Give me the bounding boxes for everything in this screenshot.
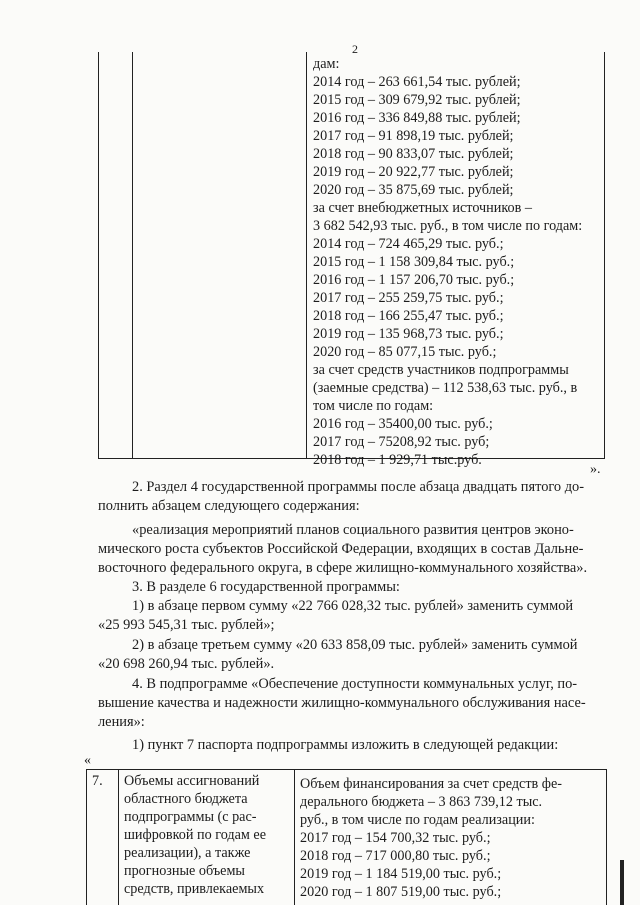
row-value-line: Объем финансирования за счет средств фе-: [300, 776, 562, 792]
row-value-line: 2018 год – 717 000,80 тыс. руб.;: [300, 848, 491, 864]
paragraph-line: 3. В разделе 6 государственной программы:: [132, 579, 400, 595]
row-value-line: дерального бюджета – 3 863 739,12 тыс.: [300, 794, 543, 810]
table2-border-right: [606, 769, 607, 905]
paragraph-line: мического роста субъектов Российской Федерации, входящих в состав Дальне-: [98, 541, 584, 557]
table-line: 2017 год – 75208,92 тыс. руб;: [313, 434, 490, 450]
table-line: 2018 год – 166 255,47 тыс. руб.;: [313, 308, 504, 324]
table-line: 2016 год – 336 849,88 тыс. рублей;: [313, 110, 521, 126]
table-line: 2016 год – 35400,00 тыс. руб.;: [313, 416, 493, 432]
table-border-col2: [306, 52, 307, 458]
table2-border-left: [86, 769, 87, 905]
table-border-col1: [132, 52, 133, 458]
table2-border-col2: [294, 769, 295, 905]
table-line: 2016 год – 1 157 206,70 тыс. руб.;: [313, 272, 515, 288]
row-value-line: 2020 год – 1 807 519,00 тыс. руб.;: [300, 884, 502, 900]
table-line: том числе по годам:: [313, 398, 434, 414]
row-label-line: подпрограммы (с рас-: [124, 809, 257, 825]
table-line: (заемные средства) – 112 538,63 тыс. руб., в: [313, 380, 578, 396]
paragraph-line: 2. Раздел 4 государственной программы после абзаца двадцать пятого до-: [132, 479, 585, 495]
table-line: 2014 год – 724 465,29 тыс. руб.;: [313, 236, 504, 252]
page-number: 2: [352, 42, 358, 56]
opening-quote: «: [84, 753, 91, 768]
table-line: 2018 год – 90 833,07 тыс. рублей;: [313, 146, 514, 162]
paragraph-line: восточного федерального округа, в сфере жилищно-коммунального хозяйства».: [98, 560, 588, 576]
table-border-left: [98, 52, 99, 458]
row-number: 7.: [92, 773, 103, 789]
paragraph-line: 4. В подпрограмме «Обеспечение доступности коммунальных услуг, по-: [132, 676, 578, 692]
table-line: 2018 год – 1 929,71 тыс.руб.: [313, 452, 482, 468]
table-line: 2019 год – 20 922,77 тыс. рублей;: [313, 164, 514, 180]
table-line: 2020 год – 35 875,69 тыс. рублей;: [313, 182, 514, 198]
scan-edge-mark: [620, 860, 624, 905]
row-label-line: реализации), а также: [124, 845, 251, 861]
row-value-line: 2019 год – 1 184 519,00 тыс. руб.;: [300, 866, 502, 882]
paragraph-line: ления»:: [98, 714, 145, 730]
table-line: 2015 год – 1 158 309,84 тыс. руб.;: [313, 254, 515, 270]
table-line: 2015 год – 309 679,92 тыс. рублей;: [313, 92, 521, 108]
table2-border-top: [86, 769, 607, 770]
row-label-line: средств, привлекаемых: [124, 881, 265, 897]
table-line: 2014 год – 263 661,54 тыс. рублей;: [313, 74, 521, 90]
table-line: за счет внебюджетных источников –: [313, 200, 532, 216]
paragraph-line: «25 993 545,31 тыс. рублей»;: [98, 617, 275, 633]
table-line: дам:: [313, 56, 340, 72]
paragraph-line: 1) пункт 7 паспорта подпрограммы изложить в следующей редакции:: [132, 737, 559, 753]
paragraph-line: «20 698 260,94 тыс. рублей».: [98, 656, 275, 672]
paragraph-line: 1) в абзаце первом сумму «22 766 028,32 тыс. рублей» заменить суммой: [132, 598, 574, 614]
row-label-line: прогнозные объемы: [124, 863, 245, 879]
row-label-line: областного бюджета: [124, 791, 248, 807]
table-line: 2019 год – 135 968,73 тыс. руб.;: [313, 326, 504, 342]
paragraph-line: полнить абзацем следующего содержания:: [98, 498, 360, 514]
table-line: 2020 год – 85 077,15 тыс. руб.;: [313, 344, 497, 360]
table-line: 3 682 542,93 тыс. руб., в том числе по годам:: [313, 218, 583, 234]
row-label-line: шифровкой по годам ее: [124, 827, 267, 843]
closing-quote: ».: [590, 462, 601, 477]
row-value-line: руб., в том числе по годам реализации:: [300, 812, 535, 828]
paragraph-line: 2) в абзаце третьем сумму «20 633 858,09 тыс. рублей» заменить суммой: [132, 637, 578, 653]
table-line: за счет средств участников подпрограммы: [313, 362, 569, 378]
table-border-right: [604, 52, 605, 458]
row-value-line: 2017 год – 154 700,32 тыс. руб.;: [300, 830, 491, 846]
table-line: 2017 год – 91 898,19 тыс. рублей;: [313, 128, 514, 144]
table-line: 2017 год – 255 259,75 тыс. руб.;: [313, 290, 504, 306]
paragraph-line: вышение качества и надежности жилищно-коммунального обслуживания насе-: [98, 695, 586, 711]
table2-border-col1: [118, 769, 119, 905]
row-label-line: Объемы ассигнований: [124, 773, 260, 789]
paragraph-line: «реализация мероприятий планов социального развития центров эконо-: [132, 522, 574, 538]
